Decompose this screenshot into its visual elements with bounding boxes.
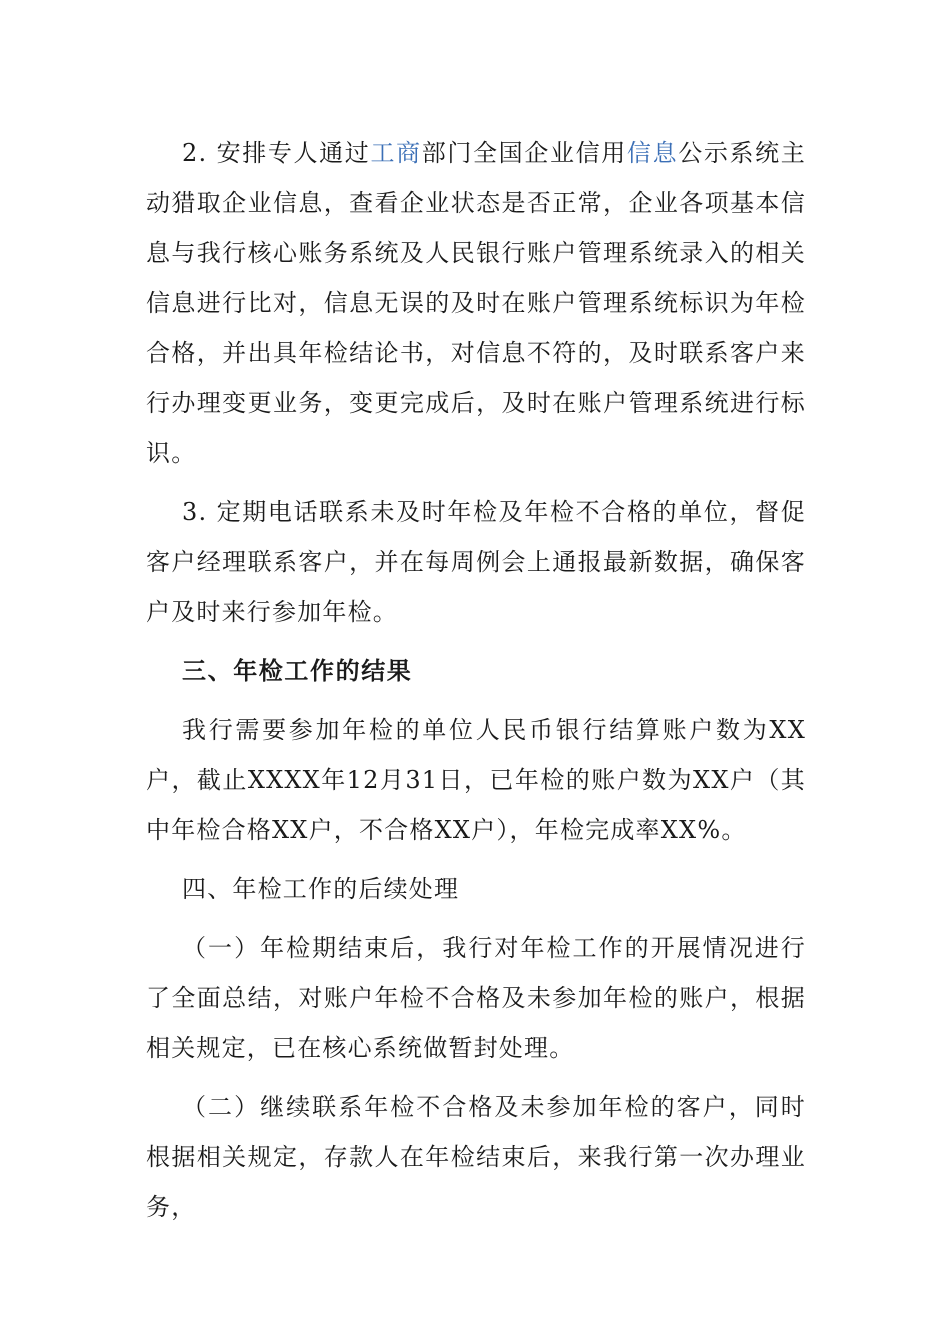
link-gongshang[interactable]: 工商 bbox=[370, 139, 422, 167]
paragraph-item-2 bbox=[146, 128, 806, 478]
paragraph-followup-1: （一）年检期结束后，我行对年检工作的开展情况进行了全面总结，对账户年检不合格及未参加年检的账户，根据相关规定，已在核心系统做暂封处理。 bbox=[146, 934, 806, 1062]
item-2-rest: 公示系统主动猎取企业信息，查看企业状态是否正常，企业各项基本信息与我行核心账务系统及人民银行账户管理系统录入的相关信息进行比对，信息无误的及时在账户管理系统标识为年检合格，并出具年检结论书，对信息不符的，及时联系客户来行办理变更业务，变更完成后，及时在账户管理系统进行标识。 bbox=[146, 139, 807, 467]
link-xinxi[interactable]: 信息 bbox=[626, 139, 679, 167]
paragraph-results: 我行需要参加年检的单位人民币银行结算账户数为XX户，截止XXXX年12月31日，已年检的账户数为XX户（其中年检合格XX户，不合格XX户），年检完成率XX%。 bbox=[146, 716, 806, 844]
section-heading-results: 三、年检工作的结果 bbox=[182, 656, 413, 685]
item-2-prefix: 2. 安排专人通过 bbox=[182, 139, 371, 167]
section-heading-followup: 四、年检工作的后续处理 bbox=[182, 875, 460, 903]
item-2-mid: 部门全国企业信用 bbox=[421, 139, 627, 167]
paragraph-followup-2: （二）继续联系年检不合格及未参加年检的客户，同时根据相关规定，存款人在年检结束后，来我行第一次办理业务， bbox=[146, 1093, 806, 1221]
document-body bbox=[146, 128, 806, 1232]
paragraph-item-3: 3. 定期电话联系未及时年检及年检不合格的单位，督促客户经理联系客户，并在每周例会上通报最新数据，确保客户及时来行参加年检。 bbox=[146, 498, 806, 626]
